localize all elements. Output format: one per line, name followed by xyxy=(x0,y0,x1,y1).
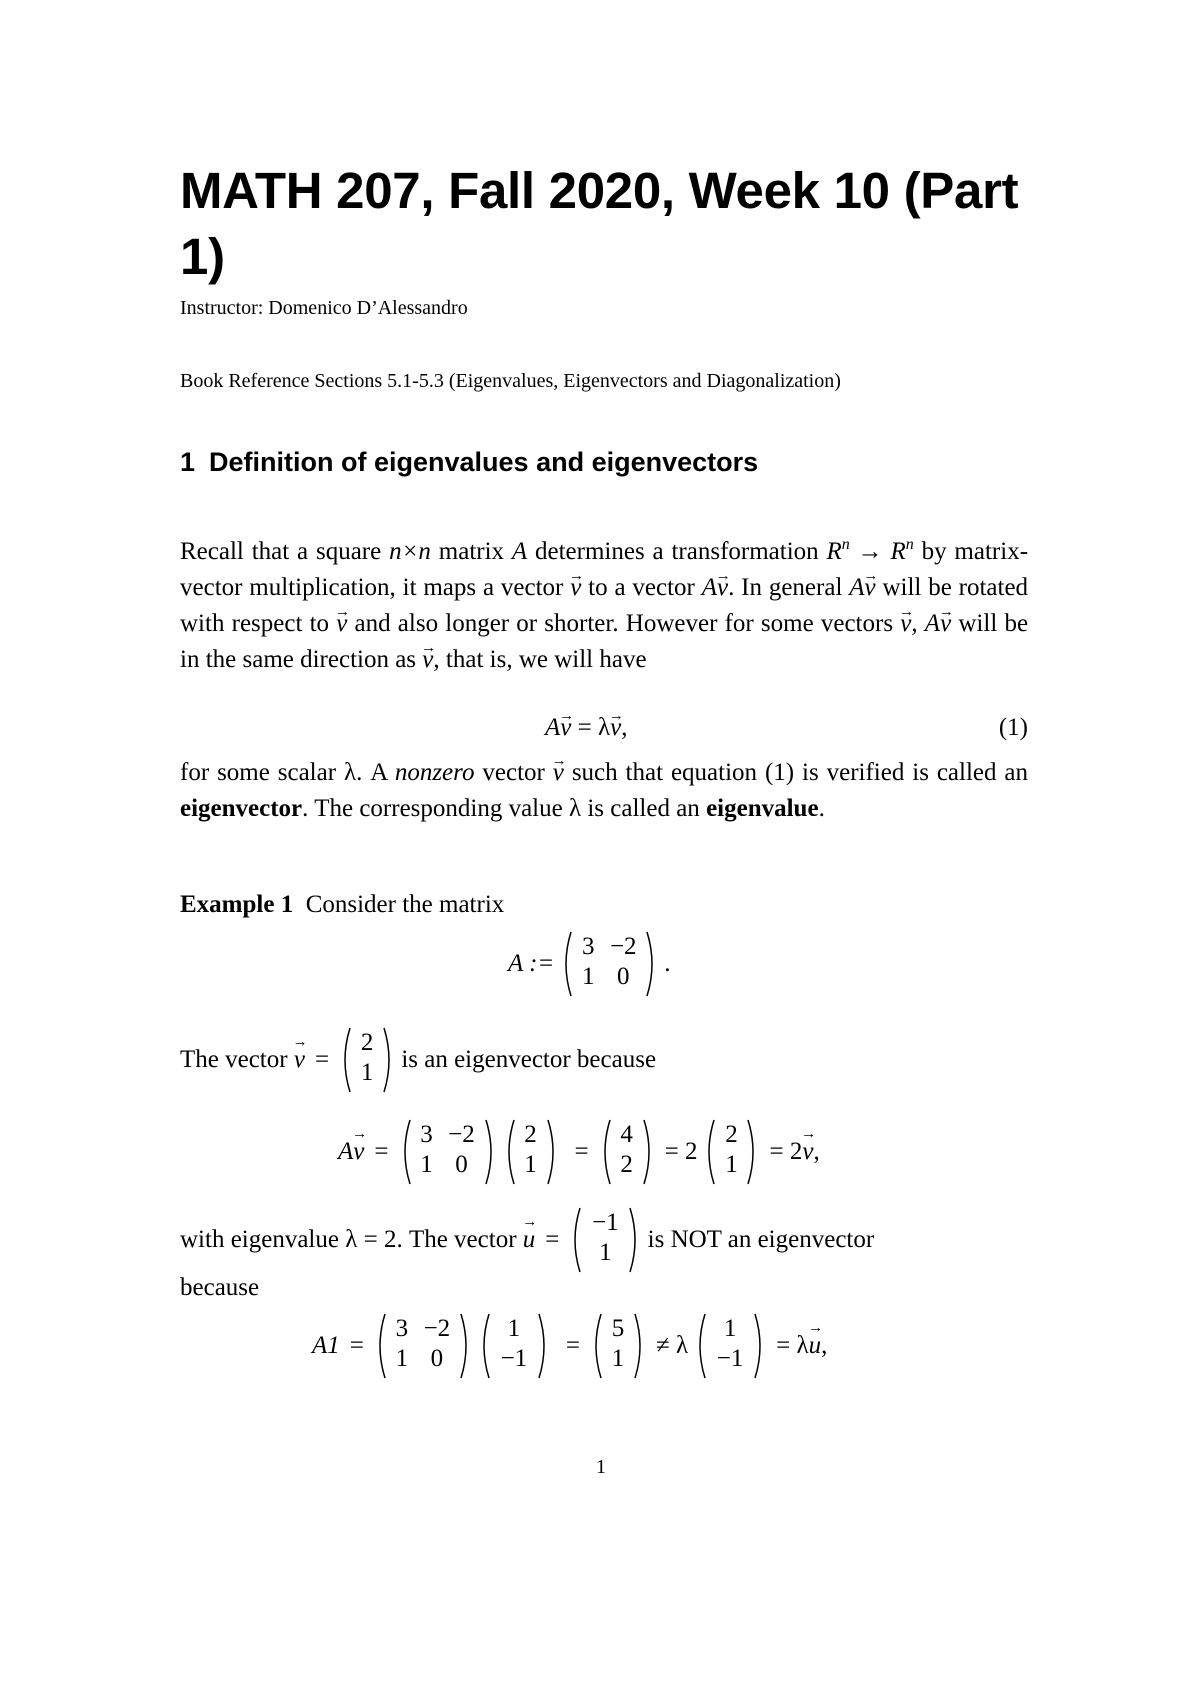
page-number: 1 xyxy=(596,1456,606,1478)
vector-cell: −1 xyxy=(592,1209,619,1236)
math-vec-v: → v xyxy=(336,606,347,642)
math-equals: = xyxy=(545,1226,560,1253)
intro-text: by matrix-vector multiplication, it maps a vector xyxy=(180,538,1029,601)
intro-text: , xyxy=(911,610,918,637)
left-paren xyxy=(694,1312,706,1380)
example-text: Consider the matrix xyxy=(305,891,505,918)
matrix-cell: 3 xyxy=(420,1121,433,1148)
math-vec-v: → v xyxy=(802,1138,813,1166)
matrix-A xyxy=(374,1312,472,1380)
math-A: A xyxy=(849,574,865,601)
vector-v xyxy=(503,1118,559,1186)
vector-cell: 1 xyxy=(360,1059,374,1086)
example-text: because xyxy=(180,1274,260,1301)
intro-text: , that is, we will have xyxy=(433,646,647,673)
math-not-equal-lambda: ≠ λ xyxy=(656,1332,689,1359)
left-paren xyxy=(703,1118,715,1186)
math-vec-u: → u xyxy=(809,1332,822,1360)
vector-cell: 2 xyxy=(524,1121,537,1148)
math-vec-v: → v xyxy=(570,570,581,606)
matrix-cell: 3 xyxy=(395,1315,409,1342)
left-paren xyxy=(399,1118,411,1186)
math-equals: = xyxy=(374,1138,389,1165)
non-eigen-calculation xyxy=(312,1312,827,1380)
definition-text: . The corresponding value λ is called an xyxy=(302,795,700,822)
math-R: R xyxy=(890,538,906,565)
math-vec-v: → v xyxy=(353,1138,364,1166)
right-paren xyxy=(485,1118,497,1186)
intro-text: will be rotated with respect to xyxy=(180,574,1029,637)
vector-u-line xyxy=(180,1206,1028,1274)
definition-text: such that equation (1) is verified is called an xyxy=(571,759,1029,786)
math-A1: A1 xyxy=(312,1332,340,1359)
math-vec-v: → v xyxy=(610,710,621,746)
math-sup-n: n xyxy=(841,536,850,553)
left-paren xyxy=(590,1312,602,1380)
math-equals: = xyxy=(349,1332,364,1359)
math-sup-n: n xyxy=(905,536,914,553)
definition-text: for some scalar λ. A xyxy=(180,759,387,786)
math-nxn: n×n xyxy=(389,538,431,565)
matrix-cell: −2 xyxy=(448,1121,475,1148)
vector-w xyxy=(694,1312,766,1380)
matrix-cell: 1 xyxy=(395,1345,409,1372)
math-arrow: → xyxy=(857,538,883,565)
instructor-line: Instructor: Domenico D’Alessandro xyxy=(180,297,468,319)
matrix-A-definition xyxy=(508,930,671,998)
math-R: R xyxy=(826,538,842,565)
section-heading xyxy=(180,447,758,478)
right-paren xyxy=(754,1312,766,1380)
right-paren xyxy=(460,1312,472,1380)
matrix-A xyxy=(399,1118,497,1186)
vector-cell: 2 xyxy=(360,1029,374,1056)
section-title: Definition of eigenvalues and eigenvectors xyxy=(209,447,759,477)
page-title: MATH 207, Fall 2020, Week 10 (Part 1) xyxy=(180,162,1019,285)
vector-v xyxy=(703,1118,759,1186)
example-text: The vector xyxy=(180,1046,288,1073)
vector-result xyxy=(599,1118,655,1186)
intro-text: and also longer or shorter. However for some vectors xyxy=(354,610,894,637)
math-vec-v: → v xyxy=(422,642,433,678)
equation-number: (1) xyxy=(998,714,1028,741)
matrix-cell: 0 xyxy=(430,1345,444,1372)
example-label: Example 1 xyxy=(180,891,294,918)
math-equals-lambda: = λ xyxy=(571,714,611,741)
math-equals: = xyxy=(565,1332,580,1359)
vector-cell: −1 xyxy=(500,1345,528,1372)
example-heading xyxy=(180,887,1028,923)
math-equals: = xyxy=(314,1046,330,1073)
right-paren xyxy=(643,1118,655,1186)
right-paren xyxy=(538,1312,550,1380)
math-A-def: A := xyxy=(508,950,555,977)
right-paren xyxy=(547,1118,559,1186)
because-line xyxy=(180,1270,1028,1306)
example-text: is an eigenvector because xyxy=(401,1046,657,1073)
math-vec-v: → v xyxy=(900,606,911,642)
matrix-cell: 1 xyxy=(582,963,595,990)
vector-result xyxy=(590,1312,646,1380)
math-equals-lambda: = λ xyxy=(776,1332,809,1359)
left-paren xyxy=(599,1118,611,1186)
vector-cell: 4 xyxy=(620,1121,633,1148)
left-paren xyxy=(339,1026,351,1094)
term-eigenvector: eigenvector xyxy=(180,795,303,822)
math-A: A xyxy=(338,1138,354,1165)
right-paren xyxy=(747,1118,759,1186)
math-vec-v: → v xyxy=(940,606,951,642)
vector-cell: 1 xyxy=(723,1315,737,1342)
eigen-calculation xyxy=(338,1118,820,1186)
matrix-cell: −2 xyxy=(609,933,637,960)
math-A: A xyxy=(701,574,717,601)
vector-cell: 1 xyxy=(524,1151,537,1178)
math-vec-v: → v xyxy=(553,755,564,791)
math-vec-v: → v xyxy=(294,1046,305,1074)
nonzero-emphasis: nonzero xyxy=(394,759,475,786)
matrix-A xyxy=(560,930,658,998)
right-paren xyxy=(383,1026,395,1094)
vector-cell: −1 xyxy=(716,1345,744,1372)
intro-text: . In general xyxy=(728,574,843,601)
left-paren xyxy=(560,930,572,998)
example-text: is NOT an eigenvector xyxy=(647,1226,875,1253)
vector-cell: 2 xyxy=(620,1151,633,1178)
section-number: 1 xyxy=(180,447,196,477)
math-comma: , xyxy=(821,1332,828,1359)
definition-text: vector xyxy=(482,759,545,786)
definition-text: . xyxy=(818,795,825,822)
matrix-cell: −2 xyxy=(423,1315,451,1342)
matrix-cell: 1 xyxy=(420,1151,433,1178)
definition-paragraph xyxy=(180,755,1028,827)
equation-1 xyxy=(180,710,1028,746)
right-paren xyxy=(634,1312,646,1380)
math-A: A xyxy=(924,610,941,637)
vector-cell: 1 xyxy=(507,1315,521,1342)
term-eigenvalue: eigenvalue xyxy=(706,795,819,822)
matrix-cell: 0 xyxy=(455,1151,468,1178)
left-paren xyxy=(569,1206,581,1274)
vector-cell: 5 xyxy=(611,1315,625,1342)
vector-cell: 2 xyxy=(725,1121,738,1148)
math-vec-v: → v xyxy=(717,570,728,606)
intro-text: matrix xyxy=(438,538,505,565)
vector-u xyxy=(569,1206,641,1274)
left-paren xyxy=(503,1118,515,1186)
intro-paragraph xyxy=(180,527,1028,678)
math-comma: , xyxy=(813,1138,820,1165)
book-reference: Book Reference Sections 5.1-5.3 (Eigenvalues, Eigenvectors and Diagonalization) xyxy=(180,370,841,392)
math-equals-two: = 2 xyxy=(769,1138,803,1165)
math-comma: , xyxy=(621,714,628,741)
intro-text: determines a transformation xyxy=(535,538,819,565)
matrix-cell: 3 xyxy=(582,933,595,960)
vector-v-line xyxy=(180,1026,656,1094)
right-paren xyxy=(646,930,658,998)
left-paren xyxy=(478,1312,490,1380)
math-equals: = xyxy=(574,1138,589,1165)
math-vec-v: → v xyxy=(560,710,571,746)
intro-text: to a vector xyxy=(588,574,695,601)
left-paren xyxy=(374,1312,386,1380)
math-vec-u: → u xyxy=(523,1226,536,1254)
math-A: A xyxy=(545,714,561,741)
vector-cell: 1 xyxy=(725,1151,738,1178)
matrix-cell: 0 xyxy=(617,963,630,990)
vector-v xyxy=(339,1026,395,1094)
vector-cell: 1 xyxy=(611,1345,625,1372)
math-A: A xyxy=(511,538,528,565)
intro-text: will be in the same direction as xyxy=(180,610,1029,673)
right-paren xyxy=(629,1206,641,1274)
math-period: . xyxy=(664,950,671,977)
intro-text: Recall that a square xyxy=(180,538,382,565)
math-vec-v: → v xyxy=(865,570,876,606)
math-equals-two: = 2 xyxy=(664,1138,698,1165)
vector-w xyxy=(478,1312,550,1380)
vector-cell: 1 xyxy=(599,1239,612,1266)
example-text: with eigenvalue λ = 2. The vector xyxy=(180,1226,517,1253)
